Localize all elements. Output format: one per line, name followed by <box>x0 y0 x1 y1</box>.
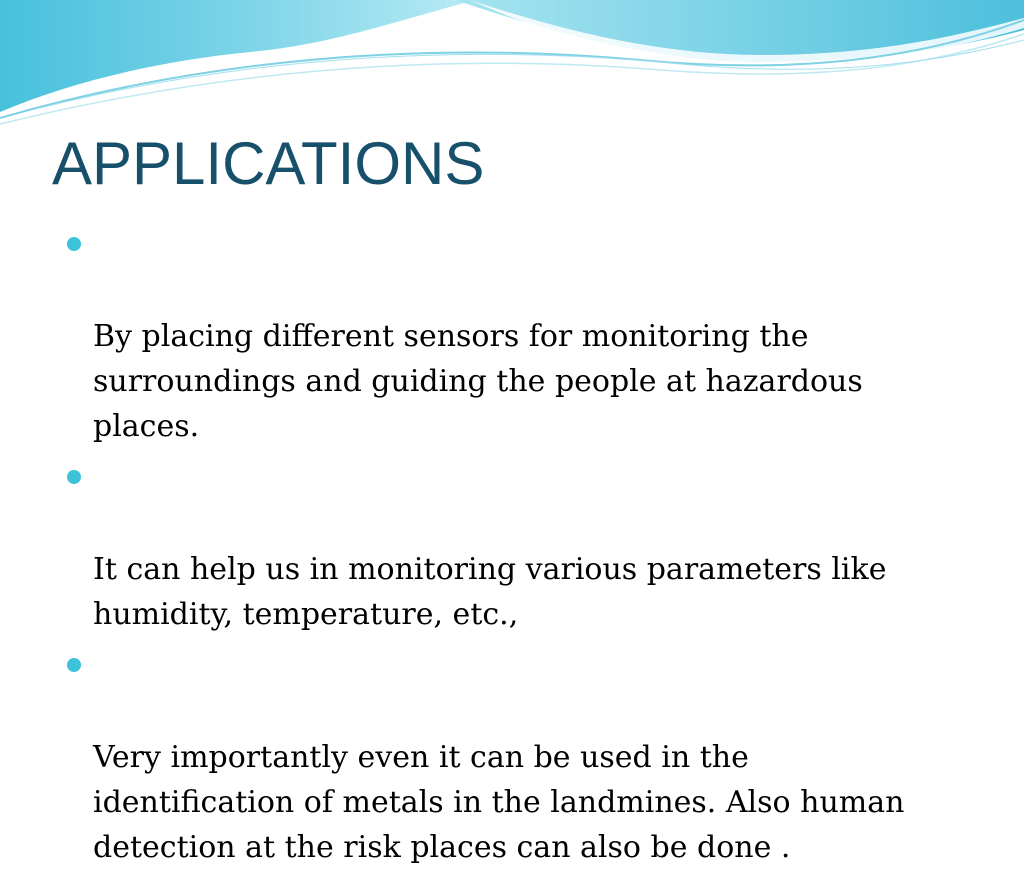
bullet-dot-icon <box>67 658 81 672</box>
bullet-dot-icon <box>67 470 81 484</box>
bullet-text: By placing different sensors for monitoring the surroundings and guiding the people at hazardous places. <box>93 319 863 444</box>
bullet-dot-icon <box>67 237 81 251</box>
bullet-item <box>64 457 964 637</box>
wave-header-decoration <box>0 0 1024 130</box>
slide-title: APPLICATIONS <box>52 130 485 197</box>
bullet-item <box>64 224 964 449</box>
bullet-item <box>64 645 964 870</box>
bullet-text: Very importantly even it can be used in the identification of metals in the landmines. Also human detection at the risk places can also be done . <box>93 740 905 865</box>
bullet-list <box>64 224 964 870</box>
bullet-text: It can help us in monitoring various parameters like humidity, temperature, etc., <box>93 552 887 632</box>
